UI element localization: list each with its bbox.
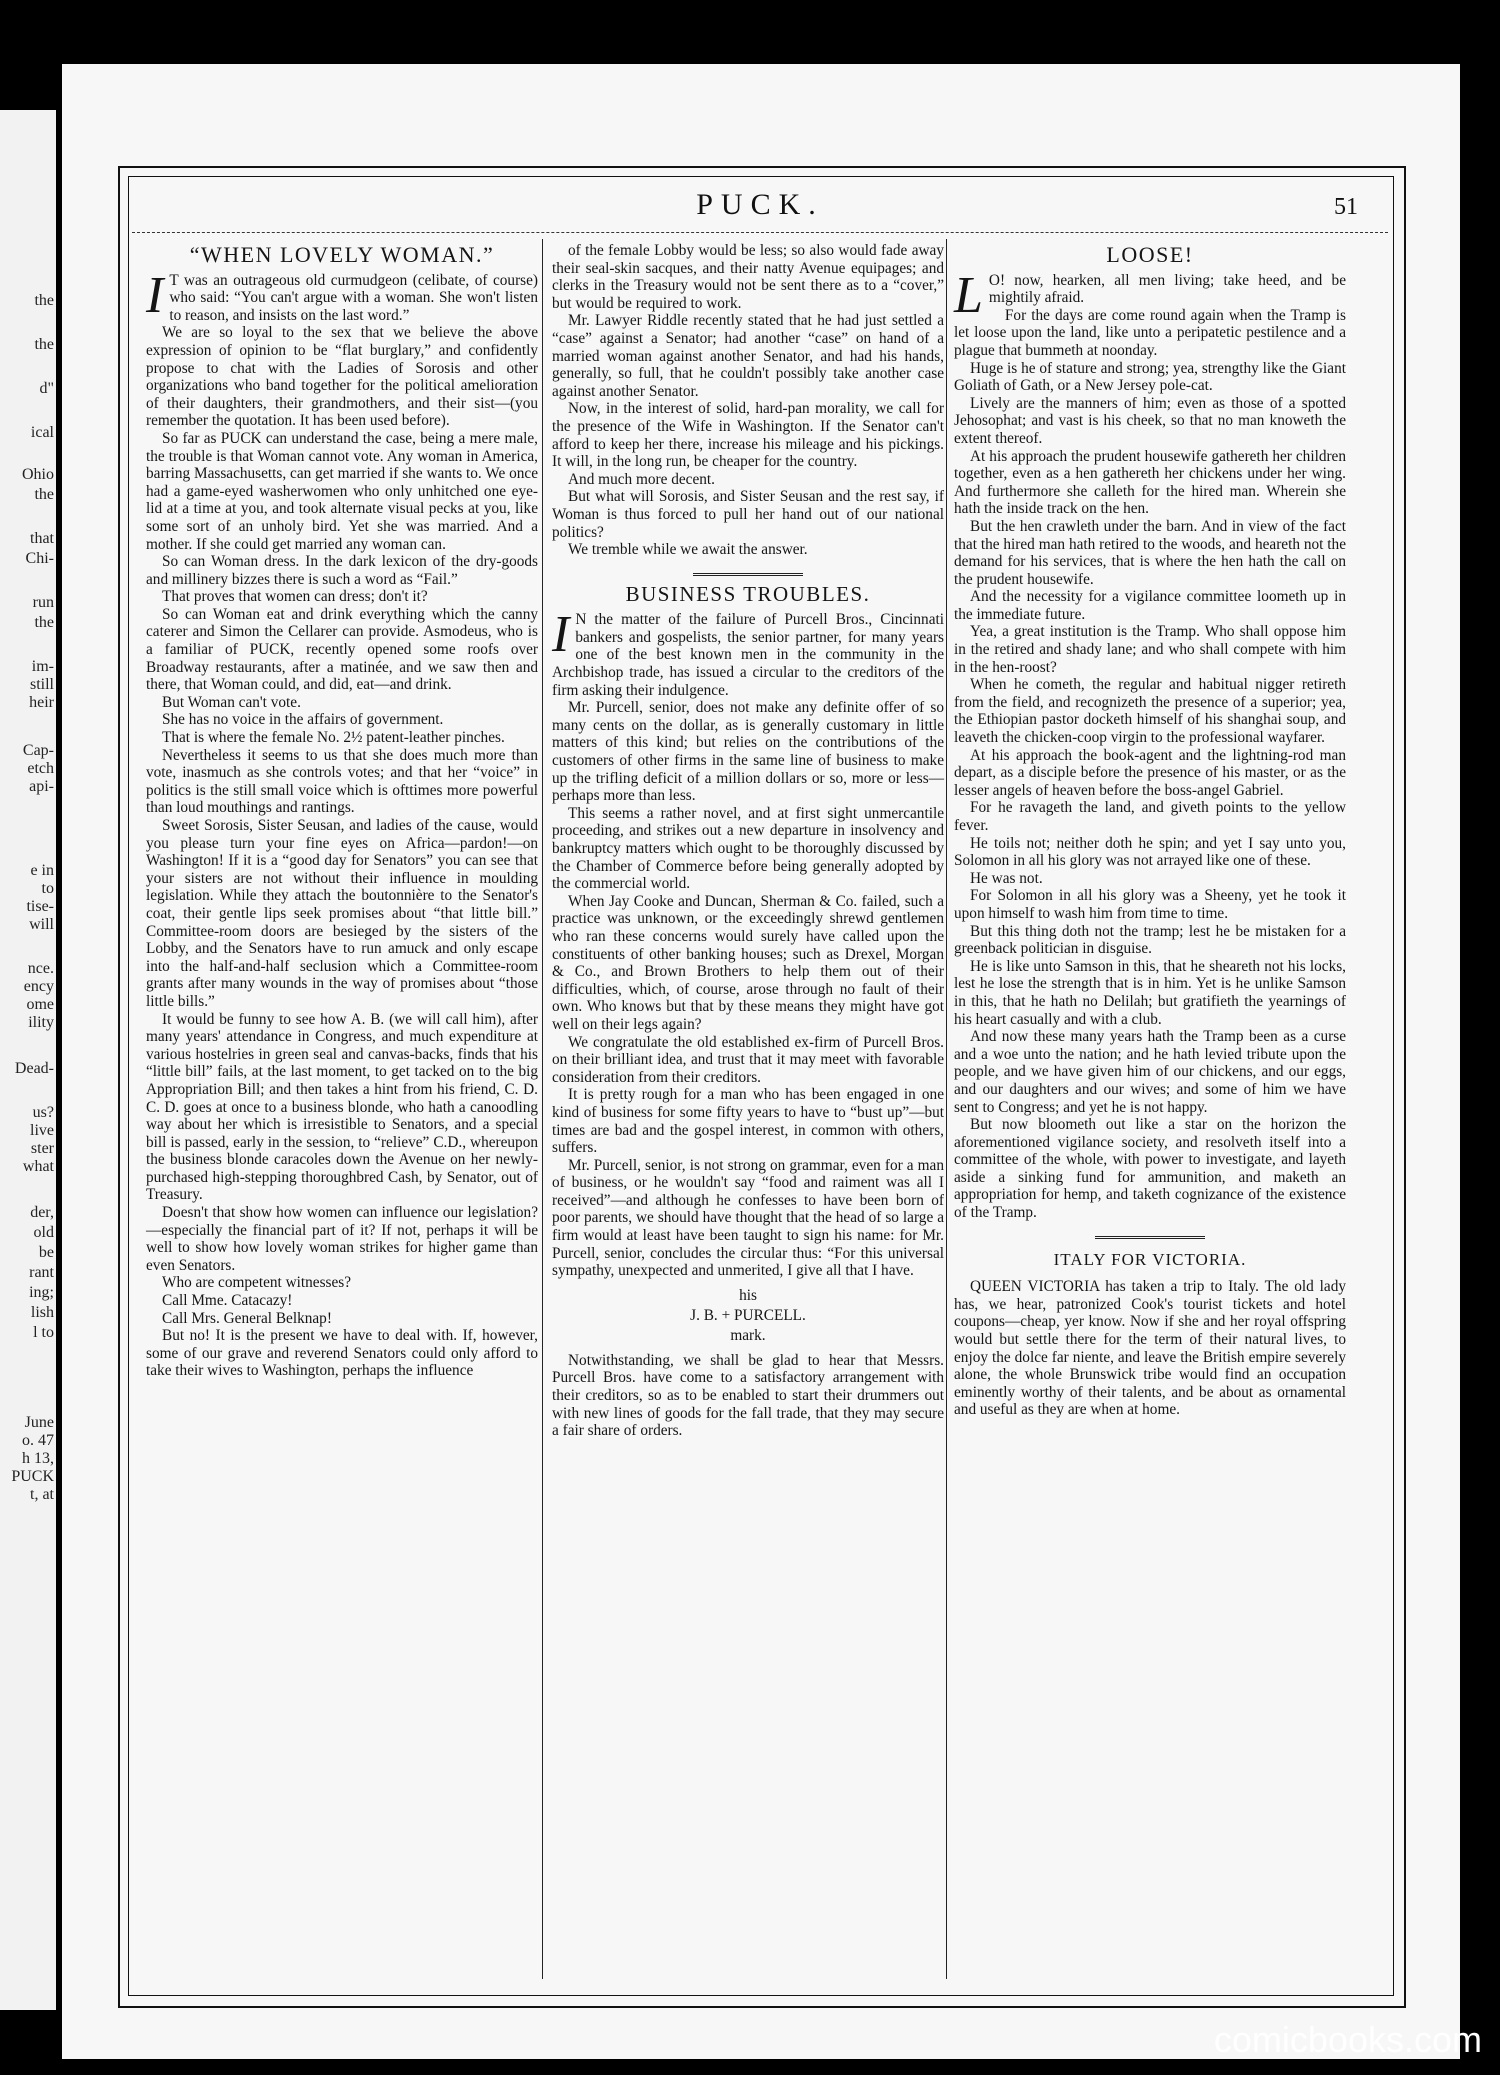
column-middle [552, 242, 944, 1440]
article-paragraph: For the days are come round again when the Tramp is let loose upon the land, like unto a peripatetic pestilence and a plague that bummeth at noonday. [954, 306, 1346, 359]
adjacent-page-text-fragment: im- [31, 658, 54, 675]
article-paragraph: He toils not; neither doth he spin; and yet I say unto you, Solomon in all his glory was not arrayed like one of these. [954, 834, 1346, 870]
column-divider [946, 239, 947, 1979]
adjacent-page-text-fragment: ing; [29, 1284, 54, 1301]
article-paragraph: So can Woman eat and drink everything which the canny caterer and Simon the Cellarer can provide. Asmodeus, who is a familiar of PUCK, recently opened some roofs over Broadway restaurants, after a matinée, and we saw then and there, that Woman could, and did, eat—and drink. [146, 605, 538, 694]
section-divider [1095, 1236, 1205, 1239]
column-divider [542, 239, 543, 1979]
article-paragraph: of the female Lobby would be less; so also would fade away their seal-skin sacques, and their natty Avenue equipages; and clerks in the Treasury would not be sent there as to a “cover,” but would be required to work. [552, 242, 944, 312]
article-paragraph: For he ravageth the land, and giveth points to the yellow fever. [954, 799, 1346, 834]
article-continuation [552, 242, 944, 559]
article-paragraph: Mr. Lawyer Riddle recently stated that he had just settled a “case” against a Senator; had another “case” on hand of a married woman against another Senator, and had his hands, generally, so full, that he couldn't possibly take another case against another Senator. [552, 312, 944, 400]
article-paragraph: N the matter of the failure of Purcell Bros., Cincinnati bankers and gospelists, the senior partner, for many years one of the best known men in the community in the Archbishop trade, has issued a circular to the creditors of the firm asking their indulgence. [552, 611, 944, 699]
article-paragraph: And now these many years hath the Tramp been as a curse and a woe unto the nation; and he hath levied tribute upon the people, and we have given him of our chickens, and our eggs, and our daughters and our wives; and some of him we have sent to Congress; and yet he is not happy. [954, 1028, 1346, 1116]
article-paragraph: Who are competent witnesses? [162, 1274, 352, 1292]
article-paragraph: We are so loyal to the sex that we believe the above expression of opinion to be “flat burglary,” and confidently propose to chat with the Ladies of Sorosis and other organizations who band together for the political amelioration of their daughters, their grandmothers, and their sist—(you remember the quotation. It has been used before). [146, 324, 538, 430]
section-divider [693, 573, 803, 576]
adjacent-page-text-fragment: lish [30, 1304, 54, 1321]
column-right [954, 242, 1346, 1419]
adjacent-page-text-fragment: PUCK [11, 1468, 54, 1485]
adjacent-page-text-fragment: ency [23, 978, 54, 995]
adjacent-page-text-fragment: be [38, 1244, 54, 1261]
adjacent-page-text-fragment: old [33, 1224, 54, 1241]
article-paragraph: Call Mme. Catacazy! [162, 1292, 293, 1310]
signature-block [552, 1286, 944, 1346]
article-paragraph: We congratulate the old established ex-firm of Purcell Bros. on their brilliant idea, and trust that it may meet with favorable consideration from their creditors. [552, 1033, 944, 1086]
adjacent-page-text-fragment: e in [30, 862, 54, 879]
adjacent-page-text-fragment: nce. [27, 960, 54, 977]
article-paragraph: QUEEN VICTORIA has taken a trip to Italy. The old lady has, we hear, patronized Cook's tourist tickets and hotel coupons—cheap, yer know. Now if she and her royal offspring would but settle there for the term of their natural lives, to enjoy the dolce far niente, and leave the British empire severely alone, the whole Brunswick tribe would find an occupation eminently worthy of their talents, and be about as ornamental and useful as they are when at home. [954, 1278, 1346, 1419]
article-paragraph: Doesn't that show how women can influence our legislation?—especially the financial part of it? If not, perhaps it will be well to show how lovely woman strikes for higher game than even Senators. [146, 1204, 538, 1274]
article-paragraph: When he cometh, the regular and habitual nigger retireth from the field, and recognizeth the presence of a superior; yea, the Ethiopian pastor docketh himself of his shanghai soup, and leaveth the chicken-coop virgin to the professional wayfarer. [954, 676, 1346, 747]
adjacent-page-text-fragment: live [30, 1122, 54, 1139]
adjacent-page-text-fragment: etch [27, 760, 54, 777]
adjacent-page-text-fragment: tise- [26, 898, 54, 915]
article-title: BUSINESS TROUBLES. [625, 581, 871, 606]
adjacent-page-text-fragment: der, [30, 1204, 54, 1221]
article-title: ITALY FOR VICTORIA. [1053, 1249, 1247, 1269]
article-paragraph: Now, in the interest of solid, hard-pan morality, we call for the presence of the Wife in Washington. If the Senator can't afford to keep her there, increase his mileage and his pickings. It will, in the long run, be cheaper for the country. [552, 400, 944, 471]
adjacent-page-text-fragment: what [22, 1158, 54, 1175]
article-paragraph: Mr. Purcell, senior, does not make any definite offer of so many cents on the dollar, as is generally customary in little matters of this kind; but relies on the contributions of the customers of other firms in the same line of business to make up the trifling deficit of a million dollars or so, more or less—perhaps more than less. [552, 699, 944, 805]
article-paragraph: But Woman can't vote. [162, 693, 301, 711]
adjacent-page-text-fragment: Cap- [22, 742, 54, 759]
adjacent-page-text-fragment: June [24, 1414, 54, 1431]
adjacent-page-text-fragment: us? [32, 1104, 54, 1121]
adjacent-page-text-fragment: rant [29, 1264, 54, 1281]
signature-mark: mark. [730, 1326, 766, 1344]
adjacent-page-text-fragment: still [29, 676, 54, 693]
article-paragraph: And the necessity for a vigilance committee loometh up in the immediate future. [954, 588, 1346, 623]
adjacent-page-text-fragment: to [41, 880, 54, 897]
article-body [954, 266, 1346, 1222]
adjacent-page-text-fragment: ical [30, 424, 54, 441]
adjacent-page-text-fragment: the [34, 614, 54, 631]
article-paragraph: That proves that women can dress; don't it? [162, 588, 428, 606]
column-left [146, 242, 538, 1380]
article-paragraph: But what will Sorosis, and Sister Seusan and the rest say, if Woman is thus forced to pull her hand out of our national politics? [552, 488, 944, 541]
adjacent-page-text-fragment: Chi- [25, 550, 54, 567]
signature-name: J. B. + PURCELL. [690, 1306, 806, 1324]
adjacent-page-text-fragment: ility [28, 1014, 54, 1031]
article-paragraph: At his approach the book-agent and the lightning-rod man depart, as a disciple before the presence of his master, or as the lesser angels of heaven before the boss-angel Gabriel. [954, 746, 1346, 799]
article-title: LOOSE! [1106, 242, 1194, 267]
masthead-rule [132, 232, 1388, 233]
article-paragraph: He is like unto Samson in this, that he sheareth not his locks, lest he lose the strength that is in him. Yet is he unlike Samson in this, that he hath no Delilah; but gratifieth the yearnings of his heart casually and with a club. [954, 957, 1346, 1028]
article-paragraph: It is pretty rough for a man who has been engaged in one kind of business for some fifty years to have to “bust up”—but times are bad and the gospel interest, in common with others, suffers. [552, 1086, 944, 1157]
masthead-title: PUCK. [696, 188, 824, 221]
article-paragraph: So can Woman dress. In the dark lexicon of the dry-goods and millinery bizzes there is such a word as “Fail.” [146, 553, 538, 588]
adjacent-page-text-fragment: will [29, 916, 54, 933]
signature-his: his [739, 1286, 757, 1304]
article-paragraph: But this thing doth not the tramp; lest he be mistaken for a greenback politician in disguise. [954, 922, 1346, 958]
article-paragraph: Lively are the manners of him; even as those of a spotted Jehosophat; and vast is his cheek, so that no man knoweth the extent thereof. [954, 394, 1346, 447]
adjacent-page-text-fragment: api- [29, 778, 54, 795]
drop-cap: I [552, 606, 570, 664]
adjacent-page-text-fragment: o. 47 [22, 1432, 54, 1449]
drop-cap: I [146, 266, 164, 324]
adjacent-page-text-fragment: the [34, 486, 54, 503]
article-paragraph: But no! It is the present we have to deal with. If, however, some of our grave and reverend Senators could only afford to take their wives to Washington, perhaps the influence [146, 1327, 538, 1380]
article-paragraph: Mr. Purcell, senior, is not strong on grammar, even for a man of business, or he wouldn't say “food and raiment was all I received”—and although he confesses to have been born of poor parents, we should have thought that the head of so large a firm would at least have been taught to sign his name: for Mr. Purcell, senior, concludes the circular thus: “For this universal sympathy, unexpected and unmerited, I give all that I have. [552, 1156, 944, 1280]
article-paragraph: He was not. [970, 869, 1043, 887]
article-paragraph: She has no voice in the affairs of government. [162, 711, 444, 729]
article-paragraph: O! now, hearken, all men living; take heed, and be mightily afraid. [988, 271, 1346, 307]
masthead [128, 184, 1392, 232]
page-number: 51 [1334, 194, 1358, 220]
adjacent-page-text-fragment: that [30, 530, 54, 547]
article-paragraph: It would be funny to see how A. B. (we will call him), after many years' attendance in Congress, and much expenditure at various hostelries in green seal and canvas-backs, finds that his “little bill” fails, at the last moment, to get tacked on to the big Appropriation Bill; and then takes a hint from his friend, C. D. C. D. goes at once to a business blonde, who hath a canoodling way about her which is irresistible to Senators, and a special bill is passed, early in the session, to “relieve” C.D., whereupon the business blonde caracoles down the Avenue on her newly-purchased high-stepping thoroughbred Cash, by Senator, out of Treasury. [146, 1010, 538, 1204]
adjacent-page-text-fragment: the [34, 336, 54, 353]
article-paragraph: When Jay Cooke and Duncan, Sherman & Co. failed, such a practice was unknown, or the exceedingly shrewd gentlemen who ran these concerns would surely have called upon the constituents of other banking houses; such as Drexel, Morgan & Co., and Brown Brothers to help them out of their difficulties, which, of course, arose through no fault of their own. Who knows but that by these means they might have got well on their legs again? [552, 892, 944, 1033]
adjacent-page-text-fragment: the [34, 292, 54, 309]
adjacent-page-text-fragment: ome [26, 996, 54, 1013]
article-paragraph: But the hen crawleth under the barn. And in view of the fact that the hired man hath retired to the woods, and heareth not the demand for his services, that is where the hen hath the call on the prudent housewife. [954, 517, 1346, 588]
adjacent-page-text-fragment: h 13, [22, 1450, 54, 1467]
article-paragraph: But now bloometh out like a star on the horizon the aforementioned vigilance society, and resolveth itself into a committee of the whole, with power to investigate, and layeth aside a sinking fund for ammunition, and maketh an appropriation for hemp, and taketh cognizance of the existence of the Tramp. [954, 1116, 1346, 1222]
adjacent-page-text-fragment: d" [39, 380, 54, 397]
article-paragraph: Huge is he of stature and strong; yea, strengthy like the Giant Goliath of Gath, or a New Jersey pole-cat. [954, 359, 1346, 395]
adjacent-page-text-fragment: Ohio [22, 466, 54, 483]
adjacent-page-text-fragment: t, at [30, 1486, 54, 1503]
page-sheet [62, 64, 1460, 2059]
adjacent-page-text-fragment: Dead- [14, 1060, 54, 1077]
drop-cap: L [954, 266, 983, 324]
article-paragraph: That is where the female No. 2½ patent-leather pinches. [162, 729, 505, 747]
article-body [146, 266, 538, 1380]
adjacent-page-text-fragment: ster [30, 1140, 54, 1157]
article-paragraph: Sweet Sorosis, Sister Seusan, and ladies of the cause, would you please turn your fine eyes on Africa—pardon!—on Washington! If it is a “good day for Senators” you can see that your sisters are not without their influence in moulding legislation. While they attach the boutonnière to the Senator's coat, their gentle lips seek promises about “that little bill.” Committee-room doors are besieged by the sisters of the Lobby, and the Senators have to run amuck and only escape into the half-and-half seclusion which a Committee-room grants after many wounds in the way of promises about “those little bills.” [146, 817, 538, 1010]
watermark: comicbooks.com [1213, 2019, 1482, 2060]
article-paragraph: Call Mrs. General Belknap! [162, 1309, 332, 1327]
article-paragraph: We tremble while we await the answer. [568, 541, 808, 559]
adjacent-page-text-fragment: run [32, 594, 54, 611]
adjacent-page-strip [0, 110, 56, 2010]
article-closing-paragraph: Notwithstanding, we shall be glad to hear that Messrs. Purcell Bros. have come to a satisfactory arrangement with their creditors, so as to be enabled to start their drummers out with new lines of goods for the fall trade, that they may secure a fair share of orders. [552, 1351, 944, 1440]
article-body [552, 606, 944, 1280]
article-paragraph: For Solomon in all his glory was a Sheeny, yet he took it upon himself to wash him from time to time. [954, 887, 1346, 922]
article-paragraph: And much more decent. [568, 470, 715, 488]
article-paragraph: Nevertheless it seems to us that she does much more than vote, inasmuch as she controls votes; and that her “voice” in politics is the still small voice which is ofttimes more powerful than loud mouthings and rantings. [146, 746, 538, 817]
article-title: “WHEN LOVELY WOMAN.” [189, 242, 495, 267]
article-paragraph: So far as PUCK can understand the case, being a mere male, the trouble is that Woman cannot vote. Any woman in America, barring Massachusetts, can get married if she wants to. We once had a game-eyed washerwomen who only unhitched one eye-lid at a time at you, and took alternate visual pecks at you, like some sort of an unholy bird. Yet she was married. And a mother. If she could get married any woman can. [146, 429, 538, 553]
article-paragraph: T was an outrageous old curmudgeon (celibate, of course) who said: “You can't argue with a woman. She won't listen to reason, and insists on the last word.” [169, 271, 538, 324]
adjacent-page-text-fragment: heir [29, 694, 54, 711]
article-paragraph: This seems a rather novel, and at first sight unmercantile proceeding, and strikes out a new departure in insolvency and bankruptcy matters which ought to be thoroughly discussed by the Chamber of Commerce before being generally adopted by the commercial world. [552, 804, 944, 893]
adjacent-page-text-fragment: l to [33, 1324, 54, 1341]
article-paragraph: Yea, a great institution is the Tramp. Who shall oppose him in the retired and shady lane; and who shall compete with him in the hen-roost? [954, 623, 1346, 676]
article-paragraph: At his approach the prudent housewife gathereth her children together, even as a hen gathereth her chickens under her wing. And furthermore she calleth for the hired man. Wherein she hath the inside track on the hen. [954, 447, 1346, 518]
